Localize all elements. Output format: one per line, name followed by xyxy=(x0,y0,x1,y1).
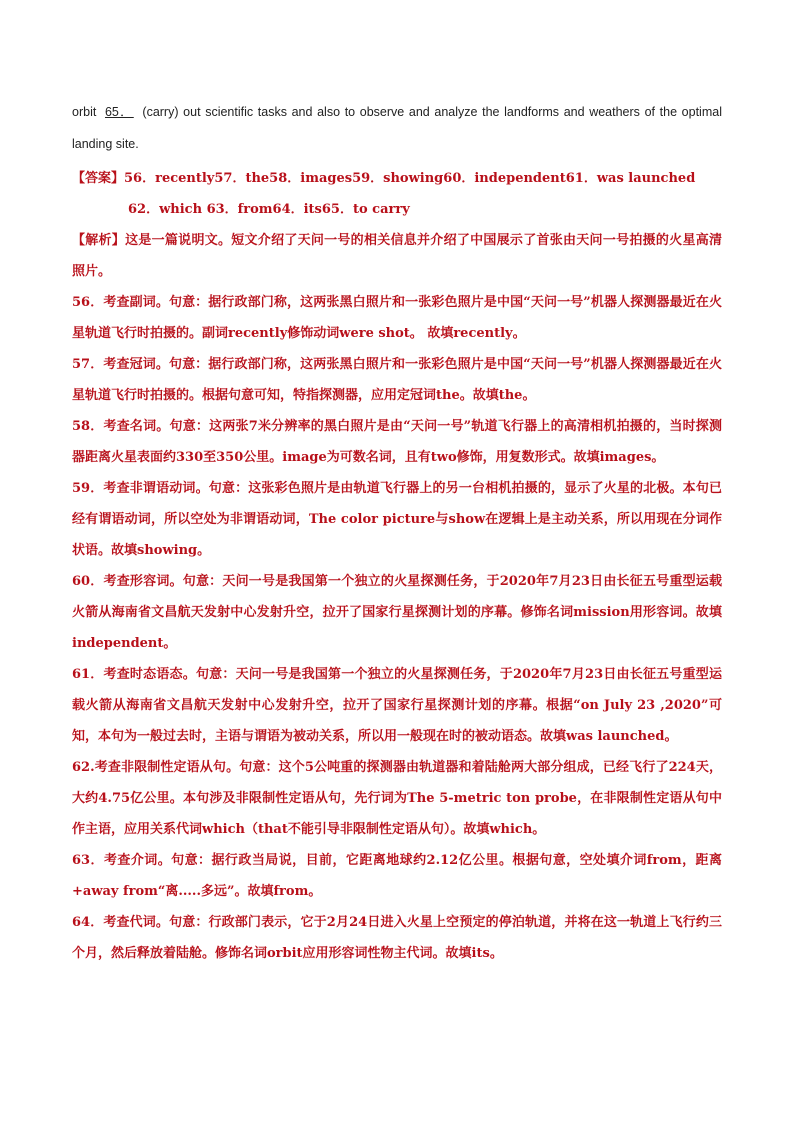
analysis-item-62: 62.考查非限制性定语从句。句意：这个5公吨重的探测器由轨道器和着陆舱两大部分组成，已经飞行了224天，大约4.75亿公里。本句涉及非限制性定语从句，先行词为The 5-metric ton probe，在非限制性定语从句中作主语，应用关系代词which（that不能引导非限制性定语从句）。故填which。 xyxy=(72,760,722,837)
analysis-item-64: 64．考查代词。句意：行政部门表示，它于2月24日进入火星上空预定的停泊轨道，并将在这一轨道上飞行约三个月，然后释放着陆舱。修饰名词orbit应用形容词性物主代词。故填its。 xyxy=(72,915,722,961)
blank-65: 65． xyxy=(104,105,134,119)
document-page xyxy=(72,96,722,969)
analysis-tag: 【解析】 xyxy=(72,233,126,248)
analysis-intro xyxy=(72,225,722,287)
analysis-item-63: 63．考查介词。句意：据行政当局说，目前，它距离地球约2.12亿公里。根据句意，空处填介词from，距离+away from“离.....多远”。故填from。 xyxy=(72,853,722,899)
answer-list-1: 56．recently57．the58．images59．showing60．independent61．was launched xyxy=(124,171,696,186)
analysis-item-57: 57．考查冠词。句意：据行政部门称，这两张黑白照片和一张彩色照片是中国“天问一号”机器人探测器最近在火星轨道飞行时拍摄的。根据句意可知，特指探测器，应用定冠词the。故填the。 xyxy=(72,357,722,403)
analysis-item-61: 61．考查时态语态。句意：天问一号是我国第一个独立的火星探测任务，于2020年7月23日由长征五号重型运载火箭从海南省文昌航天发射中心发射升空，拉开了国家行星探测计划的序幕。根据“on July 23 ,2020”可知，本句为一般过去时，主语与谓语为被动关系，所以用一般现在时的被动语态。故填was launched。 xyxy=(72,667,722,744)
analysis-item-56: 56．考查副词。句意：据行政部门称，这两张黑白照片和一张彩色照片是中国“天问一号”机器人探测器最近在火星轨道飞行时拍摄的。副词recently修饰动词were shot。 故填recently。 xyxy=(72,295,722,341)
intro-word-before: orbit xyxy=(72,105,97,119)
analysis-item-58: 58．考查名词。句意：这两张7米分辨率的黑白照片是由“天问一号”轨道飞行器上的高清相机拍摄的，当时探测器距离火星表面约330至350公里。image为可数名词，且有two修饰，用复数形式。故填images。 xyxy=(72,419,722,465)
analysis-item-59: 59．考查非谓语动词。句意：这张彩色照片是由轨道飞行器上的另一台相机拍摄的，显示了火星的北极。本句已经有谓语动词，所以空处为非谓语动词，The color picture与show在逻辑上是主动关系，所以用现在分词作状语。故填showing。 xyxy=(72,481,722,558)
analysis-item-60: 60．考查形容词。句意：天问一号是我国第一个独立的火星探测任务，于2020年7月23日由长征五号重型运载火箭从海南省文昌航天发射中心发射升空，拉开了国家行星探测计划的序幕。修饰名词mission用形容词。故填independent。 xyxy=(72,574,722,651)
intro-text-after: (carry) out scientific tasks and also to observe and analyze the landforms and weathers of the optimal landing site. xyxy=(72,105,722,151)
question-text xyxy=(72,96,722,160)
answer-list-2: 62．which 63．from64．its65．to carry xyxy=(128,202,410,217)
answer-line-1 xyxy=(72,163,722,194)
analysis-text: 这是一篇说明文。短文介绍了天问一号的相关信息并介绍了中国展示了首张由天问一号拍摄的火星高清照片。 xyxy=(72,233,722,279)
answer-line-2 xyxy=(72,194,722,225)
answer-tag: 【答案】 xyxy=(72,171,125,186)
